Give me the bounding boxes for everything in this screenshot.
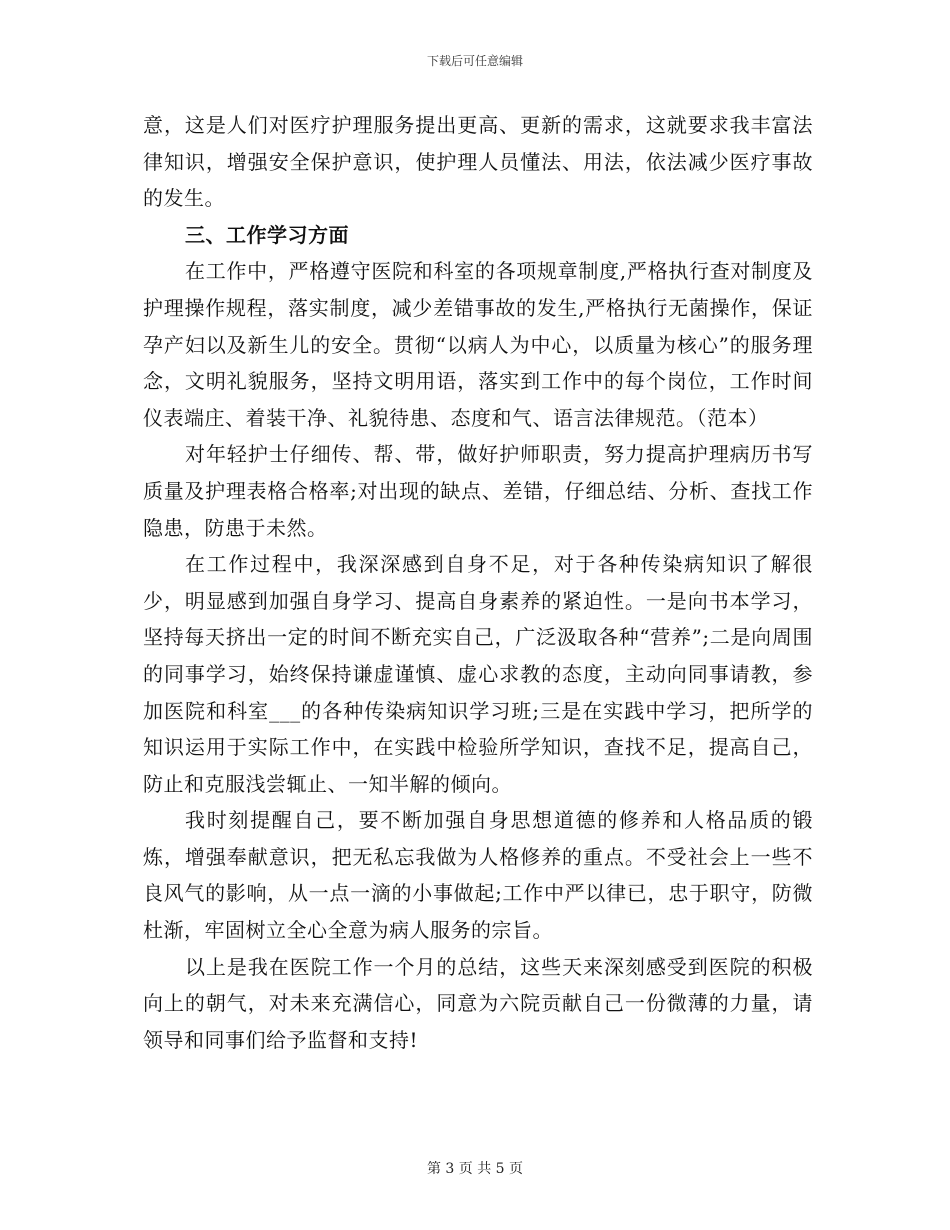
paragraph-learning: 在工作过程中，我深深感到自身不足，对于各种传染病知识了解很少，明显感到加强自身学习、提高自身素养的紧迫性。一是向书本学习，坚持每天挤出一定的时间不断充实自己，广泛汲取各种“营养”;二是向周围的同事学习，始终保持谦虚谨慎、虚心求教的态度，主动向同事请教，参加医院和科室___的各种传染病知识学习班;三是在实践中学习，把所学的知识运用于实际工作中，在实践中检验所学知识，查找不足，提高自己，防止和克服浅尝辄止、一知半解的倾向。 (143, 552, 813, 796)
paragraph-work: 在工作中，严格遵守医院和科室的各项规章制度,严格执行查对制度及护理操作规程，落实制度，减少差错事故的发生,严格执行无菌操作，保证孕产妇以及新生儿的安全。贯彻“以病人为中心，以质量为核心”的服务理念，文明礼貌服务，坚持文明用语，落实到工作中的每个岗位，工作时间仪表端庄、着装干净、礼貌待患、态度和气、语言法律规范。（范本） (143, 259, 813, 430)
section-heading: 三、工作学习方面 (185, 222, 349, 247)
paragraph-conclusion: 以上是我在医院工作一个月的总结，这些天来深刻感受到医院的积极向上的朝气，对未来充满信心，同意为六院贡献自己一份微薄的力量，请领导和同事们给予监督和支持! (143, 954, 813, 1052)
paragraph-mentoring: 对年轻护士仔细传、帮、带，做好护师职责，努力提高护理病历书写质量及护理表格合格率;对出现的缺点、差错，仔细总结、分析、查找工作隐患，防患于未然。 (143, 442, 813, 540)
paragraph-continued: 意，这是人们对医疗护理服务提出更高、更新的需求，这就要求我丰富法律知识，增强安全保护意识，使护理人员懂法、用法，依法减少医疗事故的发生。 (143, 113, 813, 211)
page-header: 下载后可任意编辑 (426, 54, 523, 68)
document-body (143, 107, 813, 1058)
paragraph-self-discipline: 我时刻提醒自己，要不断加强自身思想道德的修养和人格品质的锻炼，增强奉献意识，把无私忘我做为人格修养的重点。不受社会上一些不良风气的影响，从一点一滴的小事做起;工作中严以律已，忠于职守，防微杜渐，牢固树立全心全意为病人服务的宗旨。 (143, 808, 813, 943)
page-number: 第 3 页 共 5 页 (426, 1161, 524, 1177)
